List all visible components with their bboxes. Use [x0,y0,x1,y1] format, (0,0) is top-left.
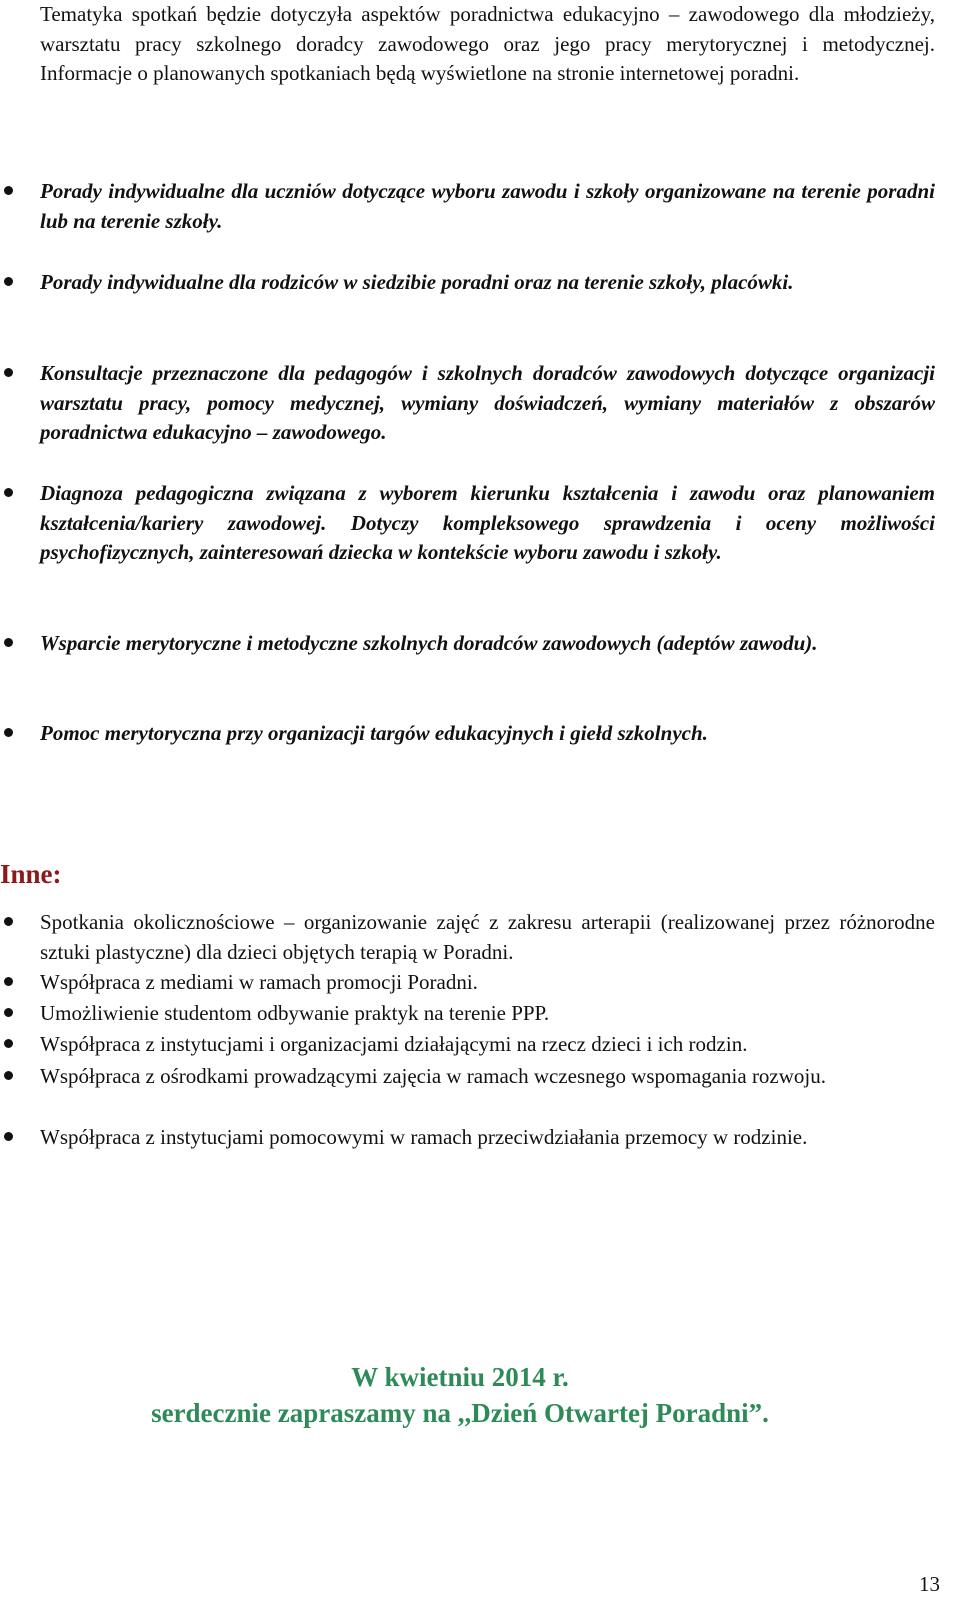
other-item-text: Współpraca z mediami w ramach promocji Poradni. [40,970,478,994]
other-item-text: Spotkania okolicznościowe – organizowanie zajęć z zakresu arterapii (realizowanej przez różnorodne sztuki plastyczne) dla dzieci objętych terapią w Poradni. [40,910,935,964]
bullet-icon [4,917,13,926]
bullet-icon [4,1071,13,1080]
service-item-text: Wsparcie merytoryczne i metodyczne szkolnych doradców zawodowych (adeptów zawodu). [40,631,818,655]
bullet-icon [4,277,13,286]
service-item-text: Konsultacje przeznaczone dla pedagogów i szkolnych doradców zawodowych dotyczące organizacji warsztatu pracy, pomocy medycznej, wymiany doświadczeń, wymiany materiałów z obszarów poradnictwa edukacyjno – zawodowego. [40,361,935,444]
other-item-text: Współpraca z instytucjami i organizacjami działającymi na rzecz dzieci i ich rodzin. [40,1032,748,1056]
bullet-icon [4,488,13,497]
other-item-text: Współpraca z ośrodkami prowadzącymi zajęcia w ramach wczesnego wspomagania rozwoju. [40,1064,827,1088]
intro-paragraph: Tematyka spotkań będzie dotyczyła aspektów poradnictwa edukacyjno – zawodowego dla młodzieży, warsztatu pracy szkolnego doradcy zawodowego oraz jego pracy merytorycznej i metodycznej. Informacje o planowanych spotkaniach będą wyświetlone na stronie internetowej poradni. [40,2,935,85]
bullet-icon [4,1039,13,1048]
bullet-icon [4,1132,13,1141]
other-item-text: Współpraca z instytucjami pomocowymi w ramach przeciwdziałania przemocy w rodzinie. [40,1125,808,1149]
invitation-text: serdecznie zapraszamy na ,,Dzień Otwartej Poradni”. [151,1398,769,1428]
service-item-text: Diagnoza pedagogiczna związana z wyborem kierunku kształcenia i zawodu oraz planowaniem kształcenia/kariery zawodowej. Dotyczy kompleksowego sprawdzenia i oceny możliwości psychofizycznych, zainteresowań dziecka w kontekście wyboru zawodu i szkoły. [40,481,935,564]
bullet-icon [4,368,13,377]
bullet-icon [4,186,13,195]
service-item-text: Porady indywidualne dla rodziców w siedzibie poradni oraz na terenie szkoły, placówki. [40,270,794,294]
bullet-icon [4,638,13,647]
service-item-text: Porady indywidualne dla uczniów dotyczące wyboru zawodu i szkoły organizowane na terenie poradni lub na terenie szkoły. [40,179,935,233]
page-number: 13 [919,1572,940,1596]
service-item-text: Pomoc merytoryczna przy organizacji targów edukacyjnych i giełd szkolnych. [40,721,708,745]
section-heading-other: Inne: [0,859,62,889]
other-item-text: Umożliwienie studentom odbywanie praktyk na terenie PPP. [40,1001,550,1025]
bullet-icon [4,977,13,986]
bullet-icon [4,1008,13,1017]
invitation-date: W kwietniu 2014 r. [351,1362,569,1392]
bullet-icon [4,728,13,737]
